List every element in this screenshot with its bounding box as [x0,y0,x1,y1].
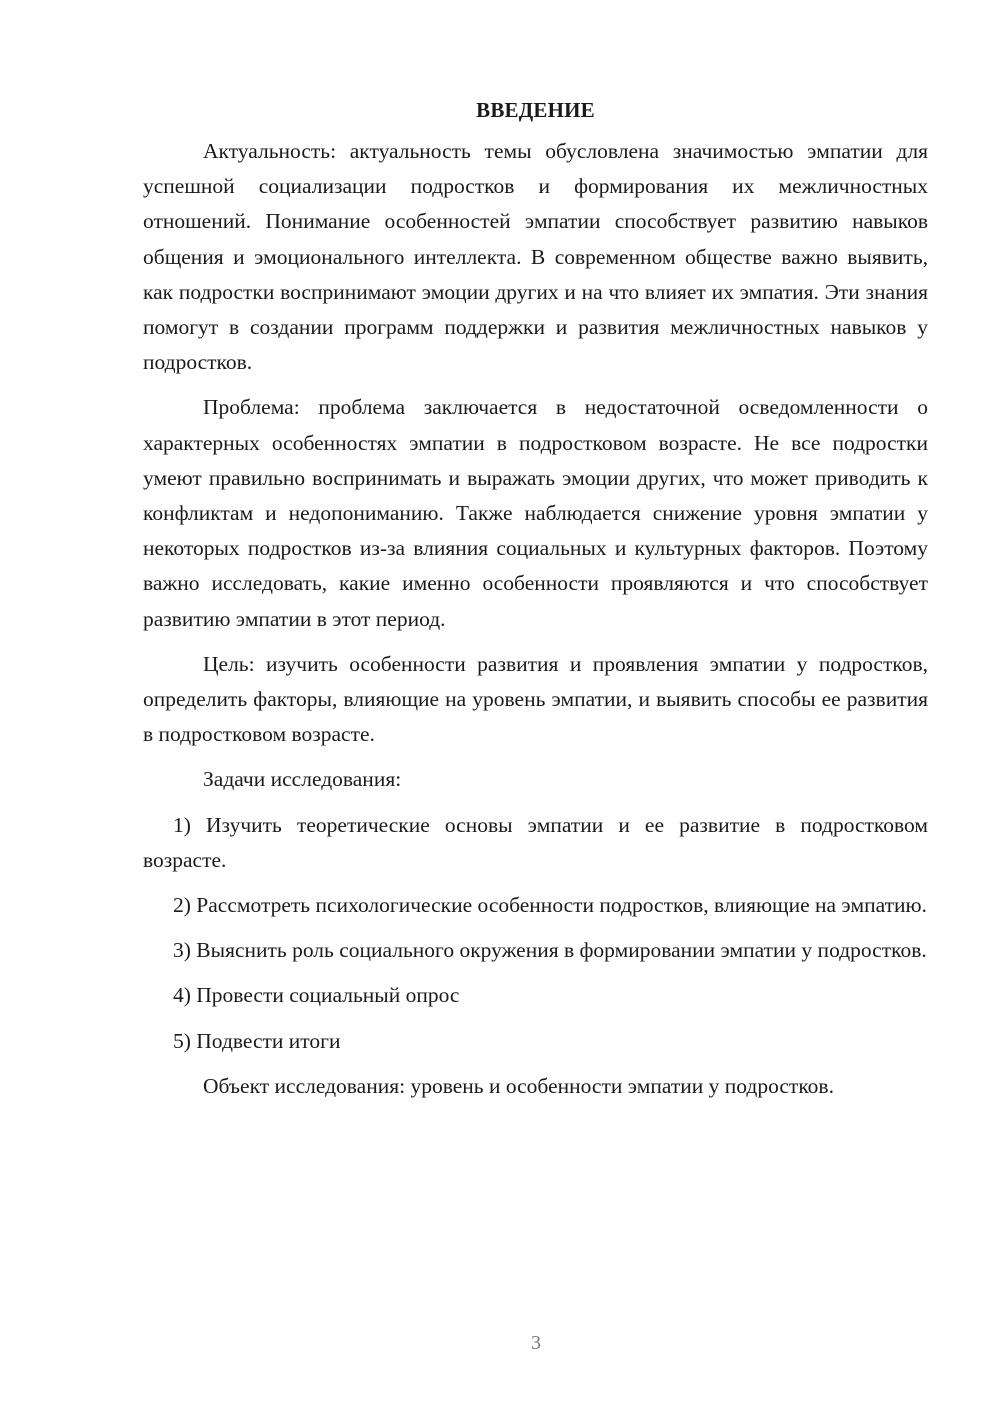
task-item-1: 1) Изучить теоретические основы эмпатии и ее развитие в подростковом возрасте. [143,812,928,872]
task-item-4: 4) Провести социальный опрос [173,983,460,1008]
paragraph-problem: Проблема: проблема заключается в недостаточной осведомленности о характерных особенностях эмпатии в подростковом возрасте. Не все подростки умеют правильно воспринимать и выражать эмоции других, что может приводить к конфликтам и недопониманию. Также наблюдается снижение уровня эмпатии у некоторых подростков из-за влияния социальных и культурных факторов. Поэтому важно исследовать, какие именно особенности проявляются и что способствует развитию эмпатии в этот период. [143,395,928,631]
paragraph-relevance: Актуальность: актуальность темы обусловлена значимостью эмпатии для успешной социализации подростков и формирования их межличностных отношений. Понимание особенностей эмпатии способствует развитию навыков общения и эмоционального интеллекта. В современном обществе важно выявить, как подростки воспринимают эмоции других и на что влияет их эмпатия. Эти знания помогут в создании программ поддержки и развития межличностных навыков у подростков. [143,139,928,375]
task-item-3: 3) Выяснить роль социального окружения в формировании эмпатии у подростков. [173,938,927,963]
paragraph-goal: Цель: изучить особенности развития и проявления эмпатии у подростков, определить факторы, влияющие на уровень эмпатии, и выявить способы ее развития в подростковом возрасте. [143,651,928,747]
page-number: 3 [531,1332,541,1354]
document-page [143,93,928,1114]
section-heading: ВВЕДЕНИЕ [476,98,595,122]
task-item-5: 5) Подвести итоги [173,1028,341,1053]
task-item-2: 2) Рассмотреть психологические особенности подростков, влияющие на эмпатию. [173,893,927,918]
tasks-heading: Задачи исследования: [203,767,402,792]
paragraph-object: Объект исследования: уровень и особенности эмпатии у подростков. [203,1073,834,1098]
